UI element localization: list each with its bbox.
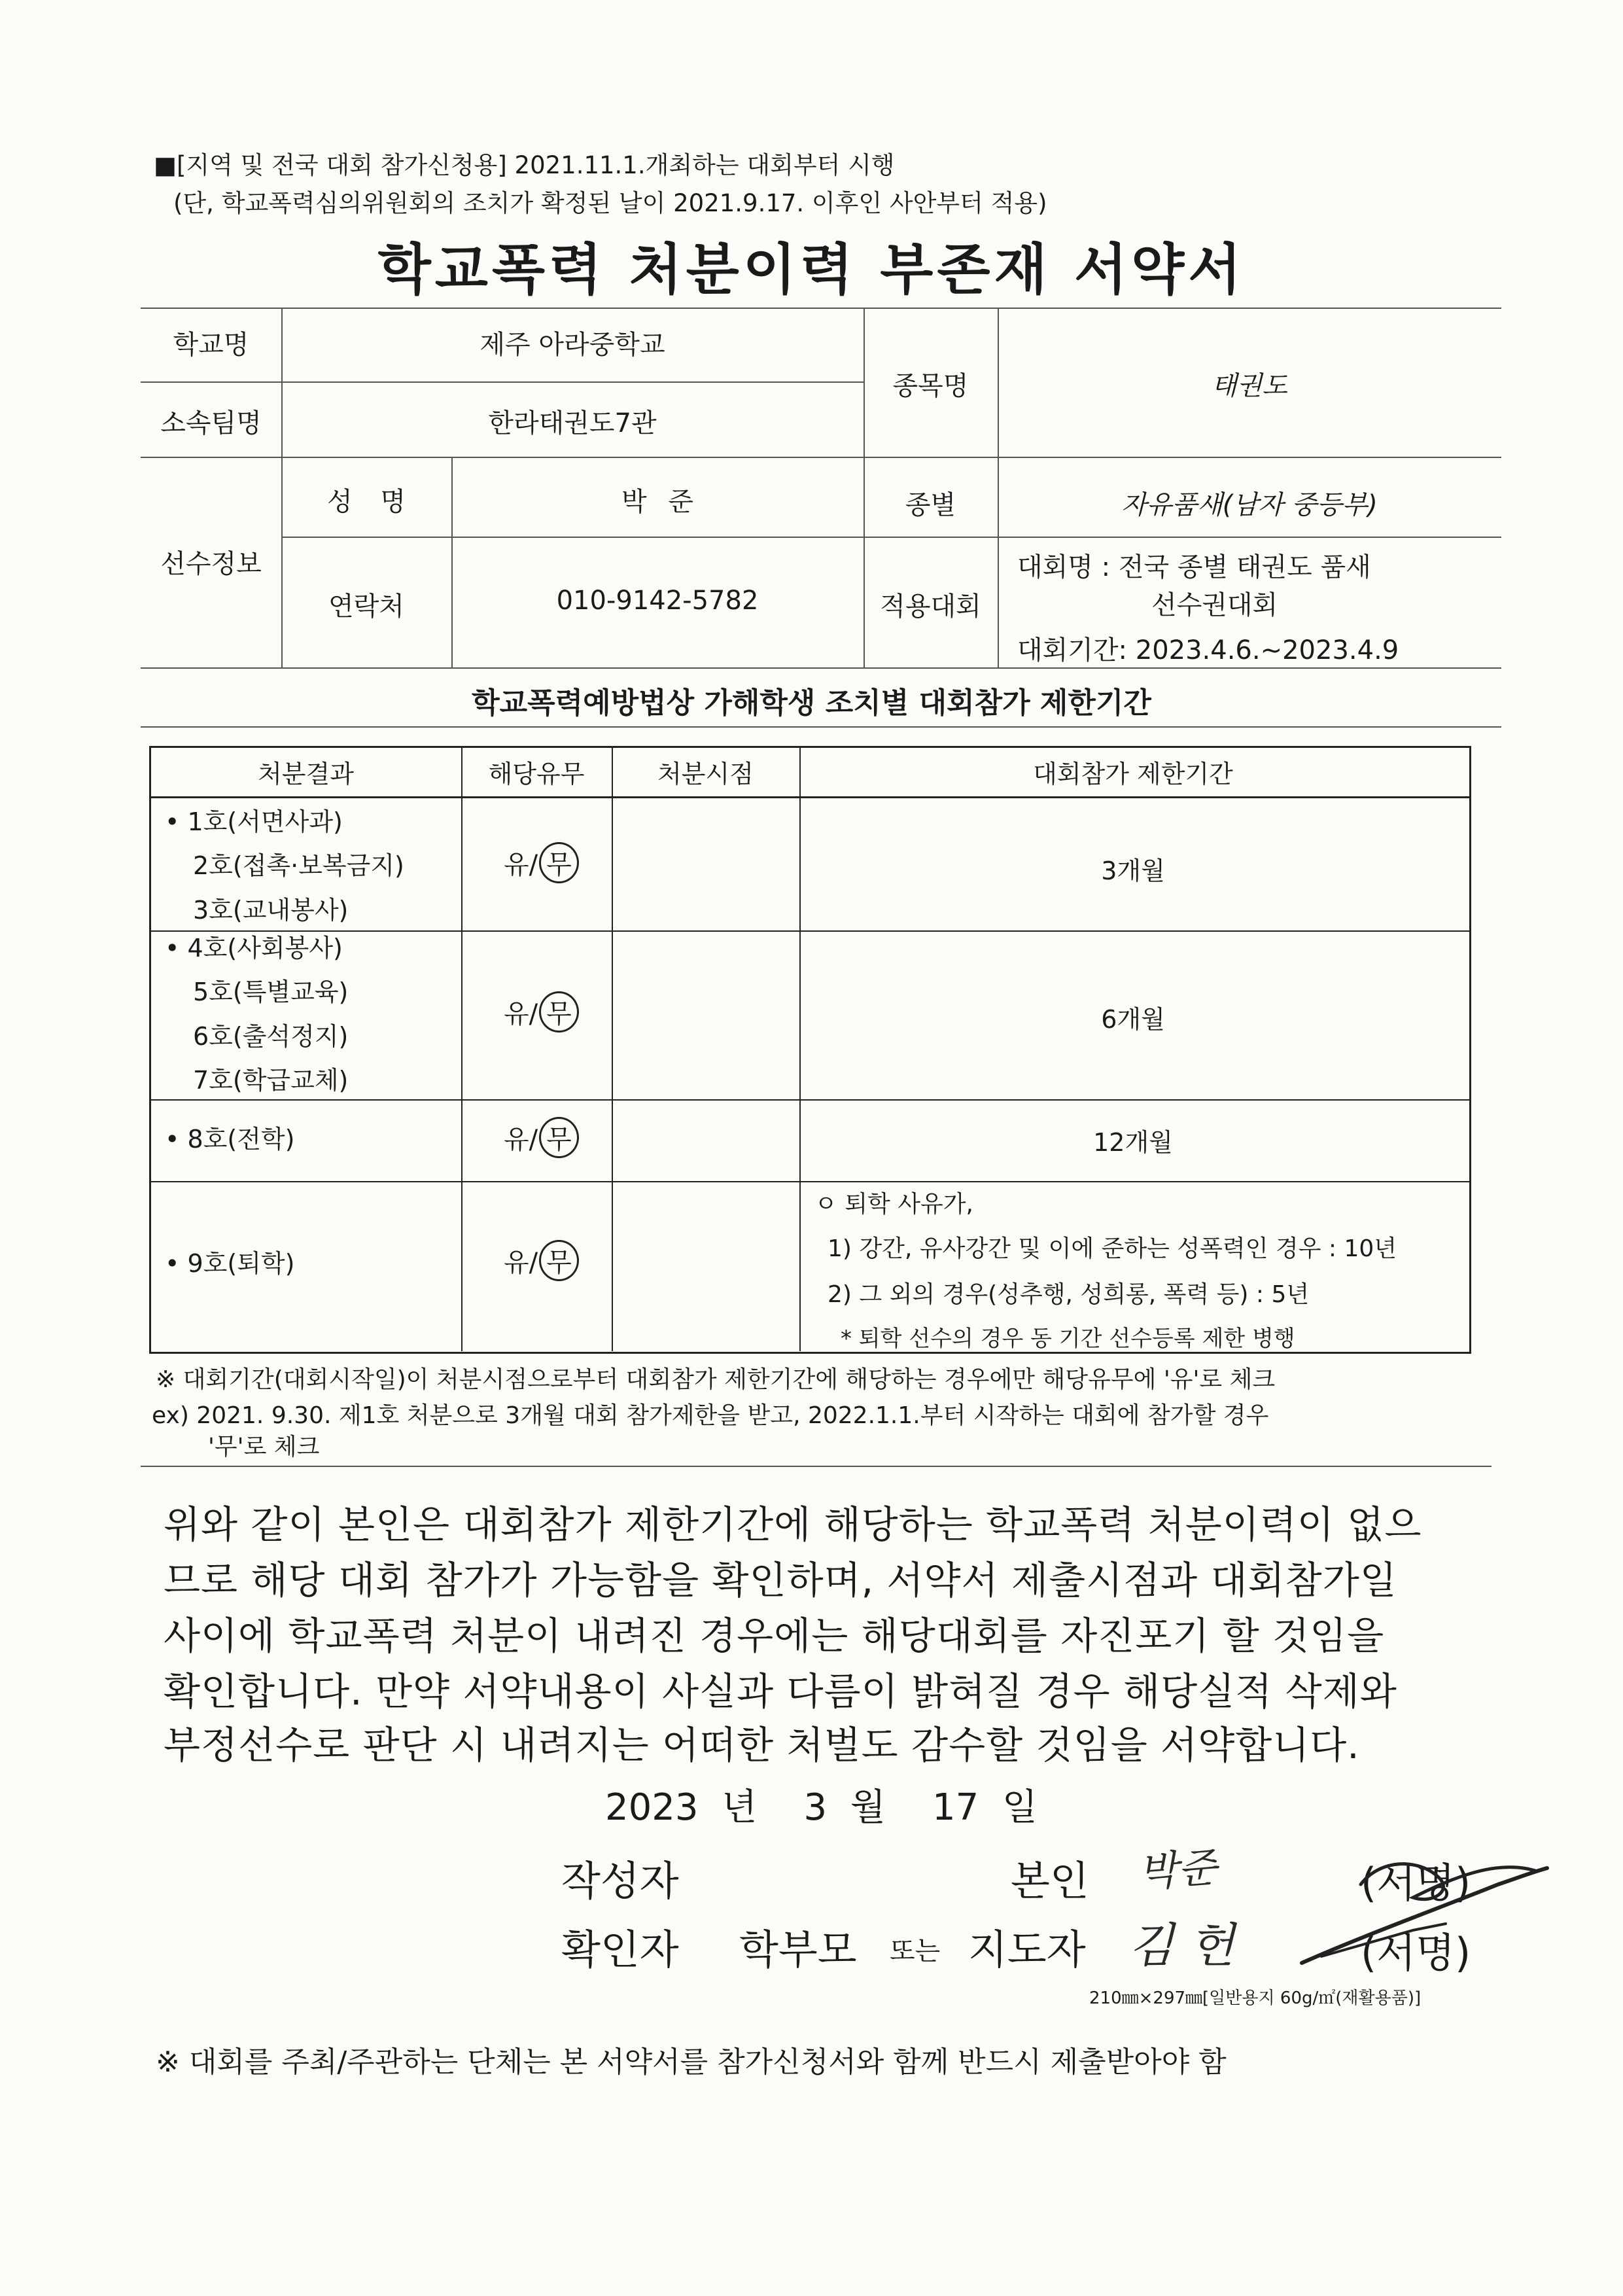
self-label: 본인 xyxy=(1011,1857,1089,1905)
row2-item-3: 6호(출석정지) xyxy=(193,1022,349,1051)
document-title: 학교폭력 처분이력 부존재 서약서 xyxy=(377,238,1246,302)
row1-applicable-mark: 유/ 무 xyxy=(504,842,579,883)
sign-placeholder-1: (서명) xyxy=(1361,1859,1471,1907)
coach-handwritten-name: 김 헌 xyxy=(1128,1918,1234,1973)
sport-label: 종목명 xyxy=(892,371,969,401)
row4-period-line-1: ㅇ 퇴학 사유가, xyxy=(814,1191,973,1218)
row1-item-2: 2호(접촉·보복금지) xyxy=(193,851,404,880)
col-header-period: 대회참가 제한기간 xyxy=(1033,760,1233,788)
coach-label: 지도자 xyxy=(968,1926,1086,1973)
date-month: 3 xyxy=(803,1786,828,1829)
writer-label: 작성자 xyxy=(561,1857,679,1905)
col-header-applicable: 해당유무 xyxy=(488,760,585,788)
sport-value: 태권도 xyxy=(1212,371,1287,401)
row1-checked-no: 무 xyxy=(539,842,579,883)
pledge-line-3: 사이에 학교폭력 처분이 내려진 경우에는 해당대회를 자진포기 할 것임을 xyxy=(164,1614,1385,1658)
event-label: 적용대회 xyxy=(880,592,981,622)
row3-applicable-mark: 유/ 무 xyxy=(504,1117,579,1158)
row2-period: 6개월 xyxy=(1101,1005,1165,1034)
school-value: 제주 아라중학교 xyxy=(480,330,665,360)
paper-spec: 210㎜×297㎜[일반용지 60g/㎡(재활용품)] xyxy=(1089,1988,1422,2008)
row3-checked-no: 무 xyxy=(539,1117,579,1158)
pledge-line-5: 부정선수로 판단 시 내려지는 어떠한 처벌도 감수할 것임을 서약합니다. xyxy=(164,1723,1360,1767)
row4-period-line-4: * 퇴학 선수의 경우 동 기간 선수등록 제한 병행 xyxy=(841,1326,1295,1352)
note-2-line-1: ex) 2021. 9.30. 제1호 처분으로 3개월 대회 참가제한을 받고, 2022.1.1.부터 시작하는 대회에 참가할 경우 xyxy=(152,1402,1269,1429)
pledge-line-4: 확인합니다. 만약 서약내용이 사실과 다름이 밝혀질 경우 해당실적 삭제와 xyxy=(164,1669,1397,1714)
name-label: 성 명 xyxy=(327,487,406,517)
pledge-line-2: 므로 해당 대회 참가가 가능함을 확인하며, 서약서 제출시점과 대회참가일 xyxy=(164,1558,1397,1602)
team-value: 한라태권도7관 xyxy=(488,408,657,438)
row2-item-1: • 4호(사회봉사) xyxy=(165,934,343,963)
date-year: 2023 xyxy=(605,1786,699,1829)
row4-period-line-2: 1) 강간, 유사강간 및 이에 준하는 성폭력인 경우 : 10년 xyxy=(828,1235,1397,1262)
event-name-line-2: 선수권대회 xyxy=(1151,590,1278,620)
pledge-line-1: 위와 같이 본인은 대회참가 제한기간에 해당하는 학교폭력 처분이력이 없으 xyxy=(164,1502,1422,1547)
restriction-heading: 학교폭력예방법상 가해학생 조치별 대회참가 제한기간 xyxy=(472,686,1151,720)
row2-item-2: 5호(특별교육) xyxy=(193,978,349,1006)
event-period: 대회기간: 2023.4.6.~2023.4.9 xyxy=(1017,635,1399,665)
col-header-date: 처분시점 xyxy=(657,760,754,788)
row1-item-1: • 1호(서면사과) xyxy=(165,807,343,836)
row2-applicable-mark: 유/ 무 xyxy=(504,991,579,1033)
confirmer-label: 확인자 xyxy=(561,1926,679,1973)
note-2-line-2: '무'로 체크 xyxy=(208,1434,320,1460)
row4-item-1: • 9호(퇴학) xyxy=(165,1249,295,1278)
note-1: ※ 대회기간(대회시작일)이 처분시점으로부터 대회참가 제한기간에 해당하는 경우에만 해당유무에 '유'로 체크 xyxy=(156,1366,1276,1393)
handwritten-signature xyxy=(1282,1832,1570,1989)
contact-value: 010-9142-5782 xyxy=(556,586,759,616)
category-value: 자유품새(남자 중등부) xyxy=(1121,490,1378,520)
athlete-info-label: 선수정보 xyxy=(160,549,262,579)
row2-item-4: 7호(학급교체) xyxy=(193,1066,349,1095)
sign-placeholder-2: (서명) xyxy=(1361,1929,1471,1977)
date-day: 17 xyxy=(932,1786,979,1829)
header-line-2: (단, 학교폭력심의위원회의 조치가 확정된 날이 2021.9.17. 이후인 사안부터 적용) xyxy=(173,189,1047,217)
team-label: 소속팀명 xyxy=(160,408,262,438)
category-label: 종별 xyxy=(905,490,956,520)
self-handwritten-name: 박준 xyxy=(1136,1843,1219,1897)
row3-period: 12개월 xyxy=(1093,1128,1173,1157)
row4-period-line-3: 2) 그 외의 경우(성추행, 성희롱, 폭력 등) : 5년 xyxy=(828,1281,1310,1308)
name-value: 박 준 xyxy=(621,487,693,517)
contact-label: 연락처 xyxy=(328,592,404,622)
or-label: 또는 xyxy=(890,1936,941,1966)
row1-period: 3개월 xyxy=(1101,857,1165,885)
row2-checked-no: 무 xyxy=(539,991,579,1033)
school-label: 학교명 xyxy=(173,330,249,360)
header-line-1: ■[지역 및 전국 대회 참가신청용] 2021.11.1.개최하는 대회부터 시행 xyxy=(154,151,895,179)
event-name-line-1: 대회명 : 전국 종별 태권도 품새 xyxy=(1017,552,1371,582)
pledge-date: 2023 년 3 월 17 일 xyxy=(605,1786,1038,1829)
col-header-result: 처분결과 xyxy=(258,760,354,788)
parent-label: 학부모 xyxy=(739,1926,857,1973)
footer-note: ※ 대회를 주최/주관하는 단체는 본 서약서를 참가신청서와 함께 반드시 제출받아야 함 xyxy=(156,2045,1227,2079)
row3-item-1: • 8호(전학) xyxy=(165,1125,295,1154)
row4-checked-no: 무 xyxy=(539,1240,579,1281)
row1-item-3: 3호(교내봉사) xyxy=(193,896,349,925)
row4-applicable-mark: 유/ 무 xyxy=(504,1240,579,1281)
